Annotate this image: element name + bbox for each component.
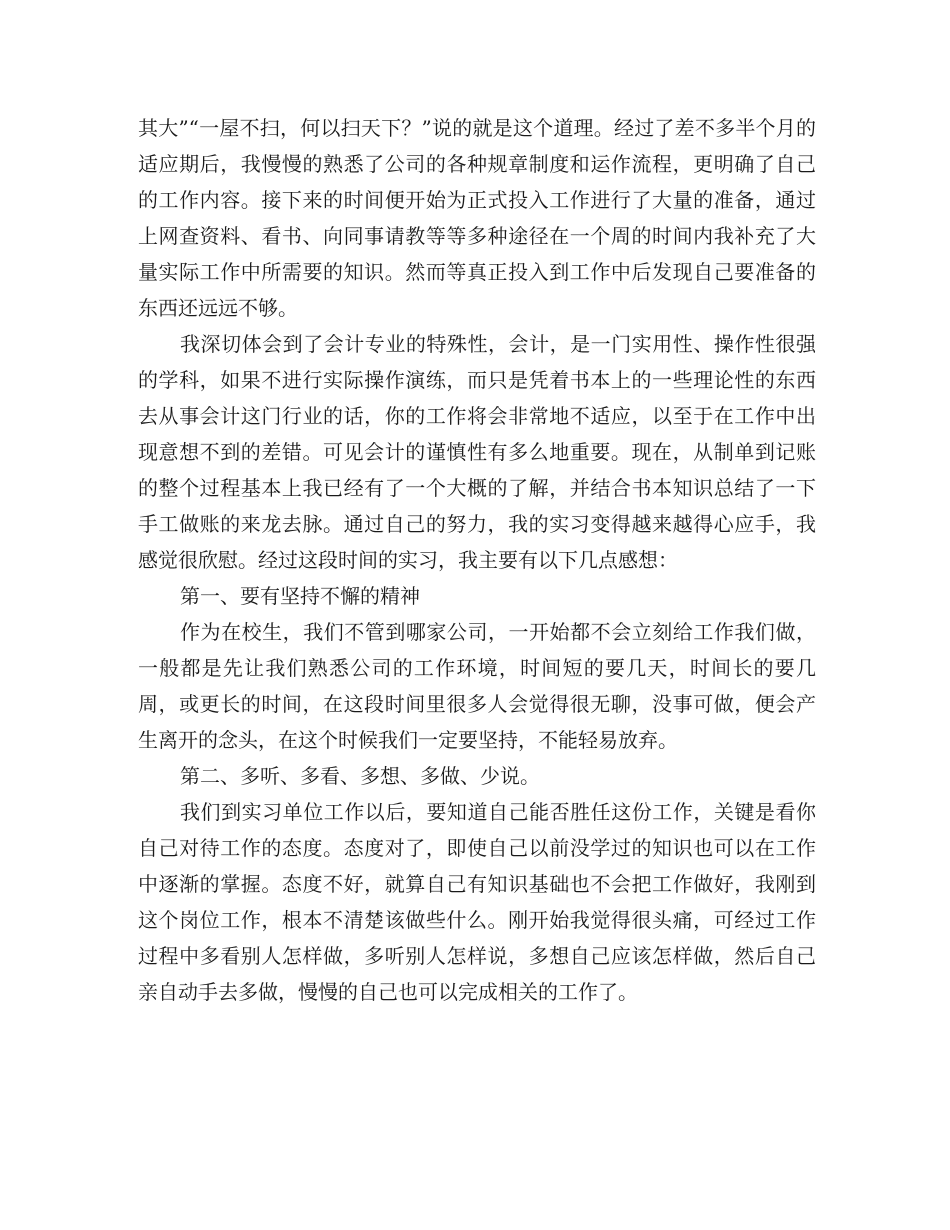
heading-point-one: 第一、要有坚持不懈的精神 <box>180 584 420 608</box>
paragraph-point-two: 我们到实习单位工作以后，要知道自己能否胜任这份工作，关键是看你自己对待工作的态度。态度对了，即使自己以前没学过的知识也可以在工作中逐渐的掌握。态度不好，就算自己有知识基础也不会把工作做好，我刚到这个岗位工作，根本不清楚该做些什么。刚开始我觉得很头痛，可经过工作过程中多看别人怎样做，多听别人怎样说，多想自己应该怎样做，然后自己亲自动手去多做，慢慢的自己也可以完成相关的工作了。 <box>138 800 816 1004</box>
paragraph-point-one: 作为在校生，我们不管到哪家公司，一开始都不会立刻给工作我们做，一般都是先让我们熟悉公司的工作环境，时间短的要几天，时间长的要几周，或更长的时间，在这段时间里很多人会觉得很无聊，没事可做，便会产生离开的念头，在这个时候我们一定要坚持，不能轻易放弃。 <box>138 620 816 752</box>
document-body <box>138 110 816 1010</box>
paragraph-accounting-reflection: 我深切体会到了会计专业的特殊性，会计，是一门实用性、操作性很强的学科，如果不进行实际操作演练，而只是凭着书本上的一些理论性的东西去从事会计这门行业的话，你的工作将会非常地不适应，以至于在工作中出现意想不到的差错。可见会计的谨慎性有多么地重要。现在，从制单到记账的整个过程基本上我已经有了一个大概的了解，并结合书本知识总结了一下手工做账的来龙去脉。通过自己的努力，我的实习变得越来越得心应手，我感觉很欣慰。经过这段时间的实习，我主要有以下几点感想： <box>138 332 816 572</box>
paragraph-continuation: 其大”“一屋不扫，何以扫天下？”说的就是这个道理。经过了差不多半个月的适应期后，我慢慢的熟悉了公司的各种规章制度和运作流程，更明确了自己的工作内容。接下来的时间便开始为正式投入工作进行了大量的准备，通过上网查资料、看书、向同事请教等等多种途径在一个周的时间内我补充了大量实际工作中所需要的知识。然而等真正投入到工作中后发现自己要准备的东西还远远不够。 <box>138 116 816 320</box>
heading-point-two: 第二、多听、多看、多想、多做、少说。 <box>180 764 540 788</box>
